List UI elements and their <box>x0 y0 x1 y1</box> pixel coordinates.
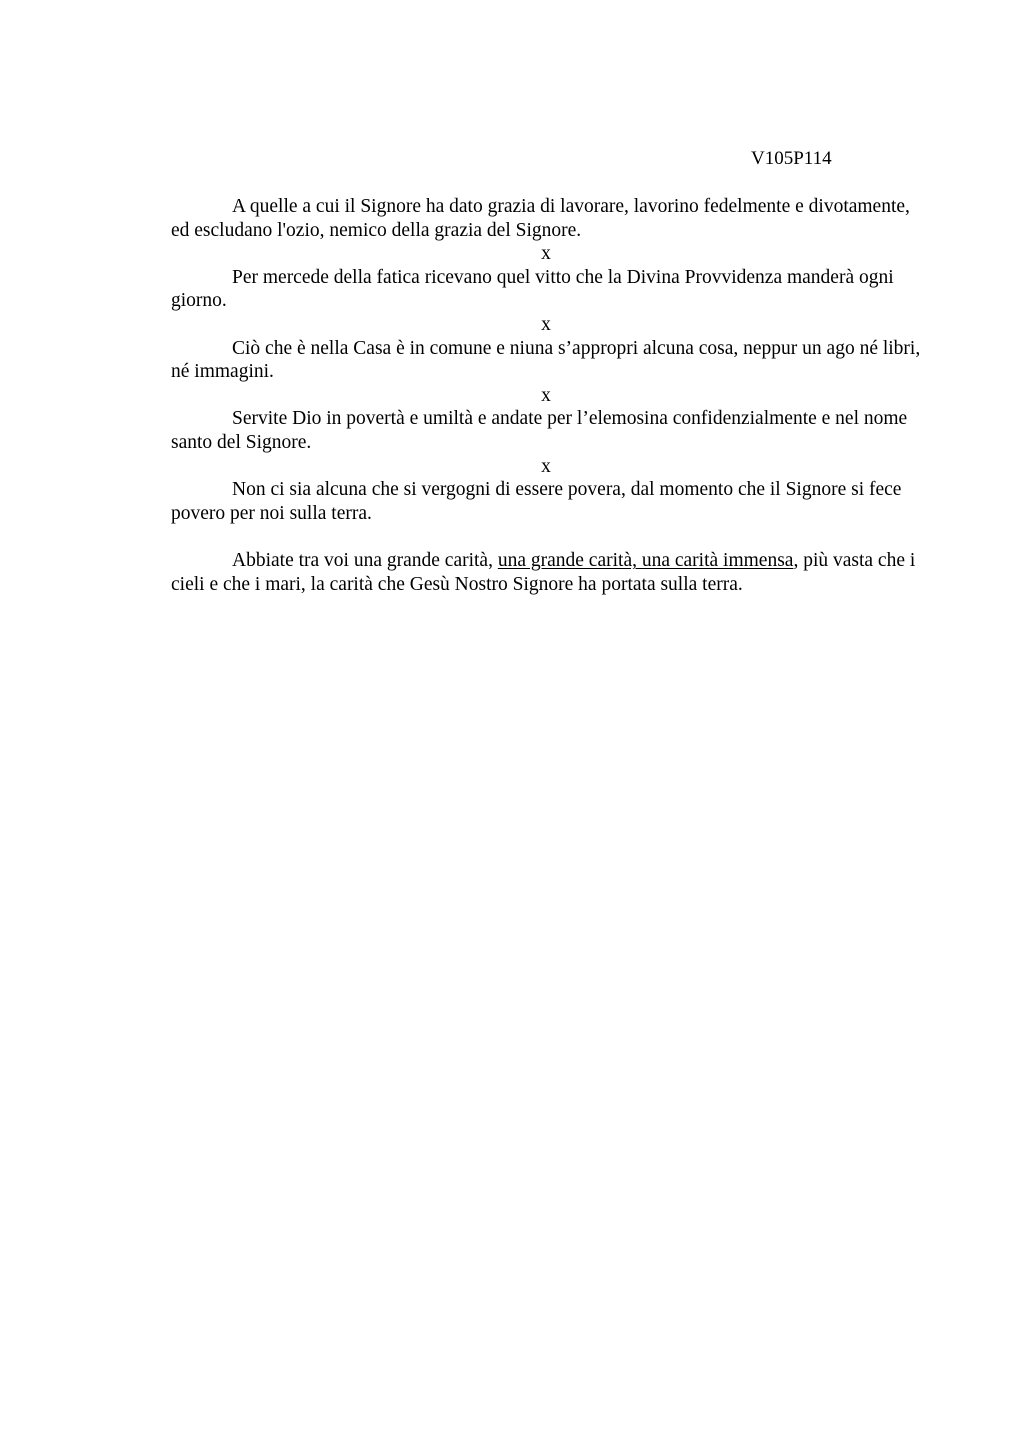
blank-line <box>171 525 921 549</box>
charity-underlined-text: una grande carità, una carità immensa <box>497 550 794 572</box>
paragraph-poverty: Servite Dio in povertà e umiltà e andate per l’elemosina confidenzialmente e nel nome santo del Signore. <box>171 408 908 453</box>
separator-mark: x <box>541 455 551 477</box>
paragraph-no-shame: Non ci sia alcuna che si vergogni di essere povera, dal momento che il Signore si fece povero per noi sulla terra. <box>171 479 902 524</box>
document-body <box>171 195 921 597</box>
separator-mark: x <box>541 384 551 406</box>
paragraph-reward: Per mercede della fatica ricevano quel vitto che la Divina Provvidenza manderà ogni giorno. <box>171 266 894 312</box>
separator-mark: x <box>541 243 551 265</box>
separator-mark: x <box>541 313 551 335</box>
paragraph-charity <box>171 549 921 596</box>
charity-text-start: Abbiate tra voi una grande carità, <box>232 550 498 572</box>
charity-text-end: , più vasta che i cieli e che i mari, la carità che Gesù Nostro Signore ha portata sulla terra. <box>171 550 916 595</box>
paragraph-work: A quelle a cui il Signore ha dato grazia di lavorare, lavorino fedelmente e divotamente, ed escludano l'ozio, nemico della grazia del Signore. <box>171 196 910 241</box>
page-identifier: V105P114 <box>751 148 832 169</box>
paragraph-common-goods: Ciò che è nella Casa è in comune e niuna s’appropri alcuna cosa, neppur un ago né libri, né immagini. <box>171 337 921 383</box>
